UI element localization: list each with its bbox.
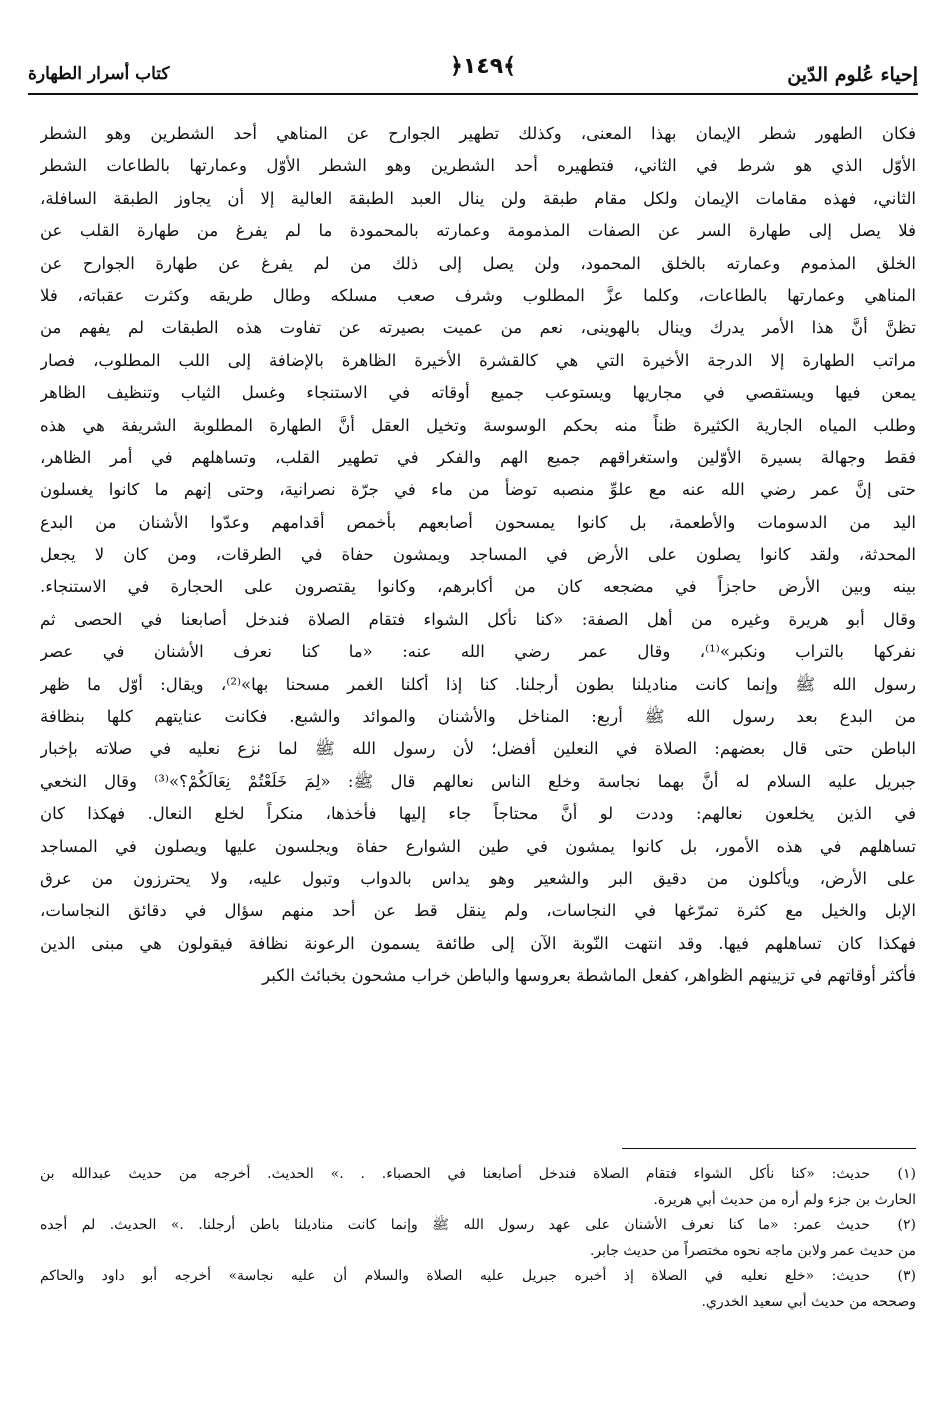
text-line: المحدثة، ولقد كانوا يصلون على الأرض في المساجد ويمشون حفاة في الطرقات، ومن كان لا يجعل [40, 545, 916, 565]
text-line: تساهلهم في هذه الأمور، بل كانوا يمشون في طين الشوارع حفاة ويجلسون عليها ويصلون في المساجد [40, 836, 916, 856]
text-line: على الأرض، ويأكلون من دقيق البر والشعير وهو يداس بالدواب وتبول عليه، ولا يحترزون من عرق [40, 868, 916, 888]
footnote-text: حديث: «خلع نعليه في الصلاة إذ أخبره جبريل عليه الصلاة والسلام أن عليه نجاسة» أخرجه أبو داود والحاكم [40, 1268, 870, 1284]
text-line: اليد من الدسومات والأطعمة، بل كانوا يمسحون أصابعهم بأخمص أقدامهم وعدّوا الأشنان من البدع [40, 512, 916, 532]
text-line: جبريل عليه السلام له أنَّ بهما نجاسة وخلع الناس نعالهم قال ﷺ: «لِمَ خَلَعْتُمْ نِعَالَكُمْ؟»⁽³⁾ وقال النخعي [40, 771, 916, 791]
header-rule [28, 93, 918, 95]
footnote-text: الحارث بن جزء ولم أره من حديث أبي هريرة. [653, 1191, 916, 1208]
text-line: فأكثر أوقاتهم في تزيينهم الظواهر، كفعل الماشطة بعروسها والباطن خراب مشحون بخبائث الكبر [262, 966, 916, 986]
text-line: نفركها بالتراب ونكبر»⁽¹⁾، وقال عمر رضي الله عنه: «ما كنا نعرف الأشنان في عصر [40, 642, 916, 662]
footnote-text: من حديث عمر ولابن ماجه نحوه مختصراً من حديث جابر. [589, 1242, 916, 1259]
footnote-2-continued [40, 1239, 916, 1265]
book-title: إحياء عُلوم الدّين [787, 64, 918, 86]
text-line: فهكذا كان تساهلهم فيها. وقد انتهت النّوبة الآن إلى طائفة يسمون الرعونة نظافة فيقولون هي مبنى الدين [40, 933, 916, 953]
text-line: تظنَّ أنَّ هذا الأمر يدرك وينال بالهوينى، نعم من عميت بصيرته عن تفاوت هذه الطبقات لم يفهم من [40, 318, 916, 338]
text-line: رسول الله ﷺ وإنما كانت مناديلنا بطون أرجلنا. كنا إذا أكلنا الغمر مسحنا بها»⁽²⁾، ويقال: أوّل ما ظهر [40, 674, 916, 694]
text-line: حتى إنَّ عمر رضي الله عنه مع علوِّ منصبه توضأ من ماء في جرّة نصرانية، وحتى إنهم ما كانوا يغسلون [40, 480, 916, 500]
footnote-text: حديث: «كنا نأكل الشواء فتقام الصلاة فندخل أصابعنا في الحصباء. . .» الحديث. أخرجه من حديث عبدالله بن [40, 1166, 870, 1182]
text-line: الخلق المذموم وعمارته بالخلق المحمود، ولن يصل إلى ذلك من لم يفرغ عن طهارة الجوارح عن [40, 253, 916, 273]
text-line: وطلب المياه الجارية الكثيرة ظناً منه بحكم الوسوسة وتخيل العقل أنَّ الطهارة المطلوبة الشريفة هي هذه [40, 415, 916, 435]
footnote-text: وصححه من حديث أبي سعيد الخدري. [701, 1293, 916, 1310]
text-line: الأوّل الذي هو شرط في الثاني، فتطهيره أحد الشطرين وهو الشطر الأوّل وعمارتها بالطاعات الشطر [40, 156, 916, 176]
text-line: فكان الطهور شطر الإيمان بهذا المعنى، وكذلك تطهير الجوارح عن المناهي أحد الشطرين وهو الشطر [40, 124, 916, 143]
footnote-3 [40, 1264, 916, 1290]
footnote-3-continued [40, 1290, 916, 1316]
footnote-1-continued [40, 1188, 916, 1214]
text-line: المناهي وعمارتها بالطاعات، وكلما عزَّ المطلوب وشرف صعب مسلكه وطال طريقه وكثرت عقباته، فلا [40, 285, 916, 305]
chapter-title: كتاب أسرار الطهارة [28, 64, 170, 84]
text-line: الثاني، فهذه مقامات الإيمان ولكل مقام طبقة ولن ينال العبد الطبقة العالية إلا أن يجاوز الطبقة السافلة، [40, 188, 916, 208]
footnotes [40, 1162, 916, 1315]
footnote-text: حديث عمر: «ما كنا نعرف الأشنان على عهد رسول الله ﷺ وإنما كانت مناديلنا باطن أرجلنا. .» الحديث. لم أجده [40, 1217, 870, 1233]
text-line: وقال أبو هريرة وغيره من أهل الصفة: «كنا نأكل الشواء فتقام الصلاة فندخل أصابعنا في الحصى ثم [40, 609, 916, 629]
footnote-number: (٢) [897, 1217, 916, 1233]
text-line: الإبل والخيل مع كثرة تمرّغها في النجاسات، ولم ينقل قط عن أحد منهم سؤال في دقائق النجاسات، [40, 901, 916, 921]
footnote-separator [622, 1148, 916, 1149]
page-number: ﴿١٤٩﴾ [449, 54, 517, 79]
footnote-number: (١) [897, 1166, 916, 1182]
text-line: يمعن فيها ويستقصي في مجاريها ويستوعب جميع أوقاته في الاستنجاء وغسل الثياب وتنظيف الظاهر [40, 383, 916, 403]
text-line: بينه وبين الأرض حاجزاً في مضجعه كان من أكابرهم، وكانوا يقتصرون على الحجارة في الاستنجاء. [40, 577, 916, 597]
text-line: فقط وجهالة بسيرة الأوّلين واستغراقهم جميع الهم والفكر في تطهير القلب، وتساهلهم في أمر الظاهر، [40, 447, 916, 467]
footnote-number: (٣) [897, 1268, 916, 1284]
text-line: في الذين يخلعون نعالهم: وددت لو أنَّ محتاجاً جاء إليها فأخذها، منكراً لخلع النعال. فهكذا كان [40, 804, 916, 824]
page-header [28, 48, 918, 98]
text-line: من البدع بعد رسول الله ﷺ أربع: المناخل والأشنان والموائد والشبع. فكانت عنايتهم كلها بنظافة [40, 707, 916, 727]
text-line: مراتب الطهارة إلا الدرجة الأخيرة التي هي كالقشرة الأخيرة الظاهرة بالإضافة إلى اللب المطلوب، فصار [40, 350, 916, 370]
footnote-2 [40, 1213, 916, 1239]
text-line: فلا يصل إلى طهارة السر عن الصفات المذمومة وعمارته بالمحمودة ما لم يفرغ من طهارة القلب عن [40, 221, 916, 241]
footnote-1 [40, 1162, 916, 1188]
body-text [40, 118, 916, 993]
text-line: الباطن حتى قال بعضهم: الصلاة في النعلين أفضل؛ لأن رسول الله ﷺ لما نزع نعليه في صلاته بإخبار [40, 739, 916, 759]
